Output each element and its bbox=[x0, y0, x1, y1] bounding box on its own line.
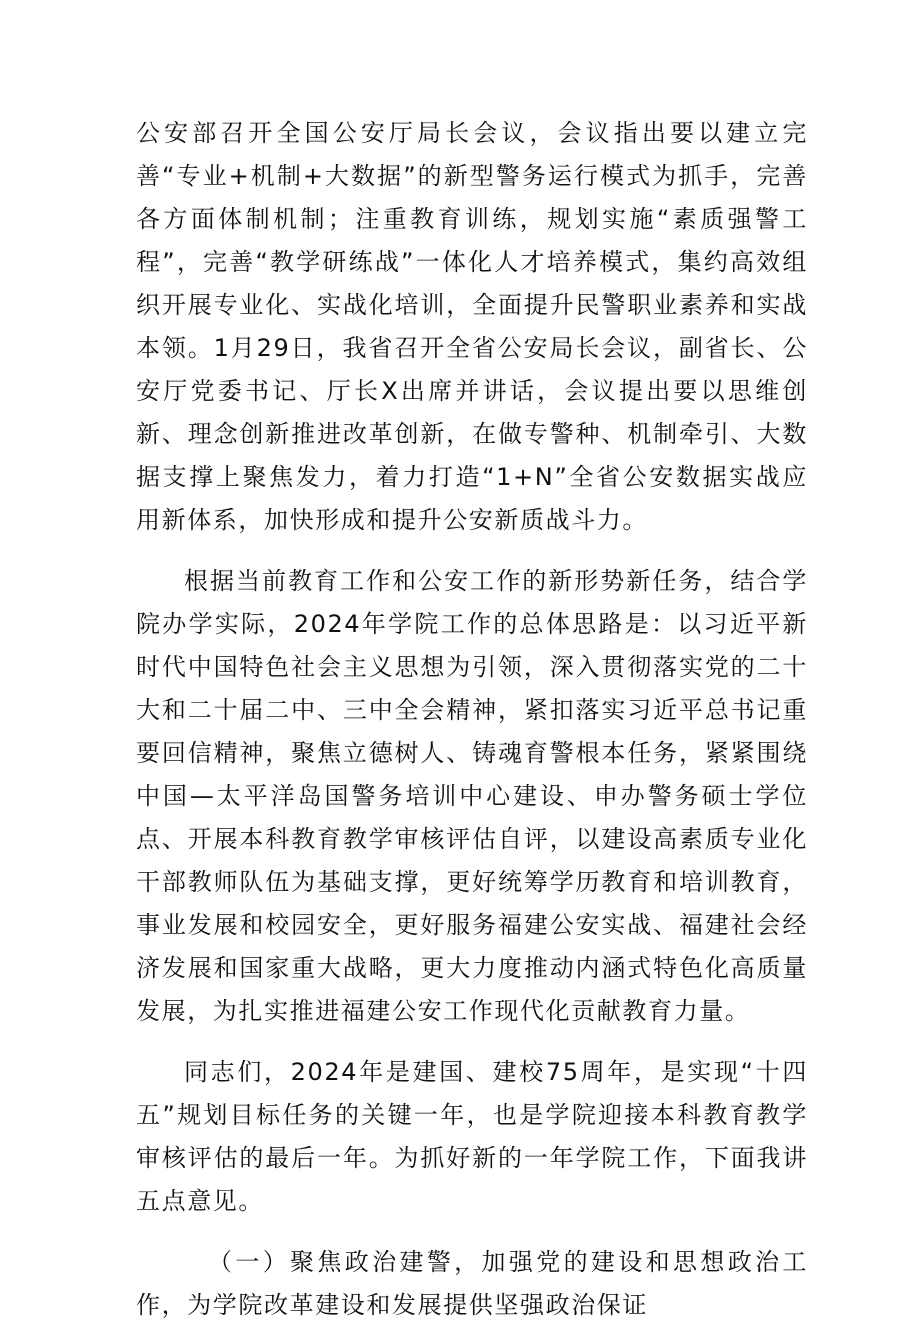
paragraph-ministry-meeting: 公安部召开全国公安厅局长会议，会议指出要以建立完善“专业+机制+大数据”的新型警务运行模式为抓手，完善各方面体制机制；注重教育训练，规划实施“素质强警工程”，完善“教学研练战”一体化人才培养模式，集约高效组织开展专业化、实战化培训，全面提升民警职业素养和实战本领。1月29日，我省召开全省公安局长会议，副省长、公安厅党委书记、厅长X出席并讲话，会议提出要以思维创新、理念创新推进改革创新，在做专警种、机制牵引、大数据支撑上聚焦发力，着力打造“1+N”全省公安数据实战应用新体系，加快形成和提升公安新质战斗力。 bbox=[136, 119, 808, 534]
document-page bbox=[136, 112, 808, 1327]
paragraph-comrades: 同志们，2024年是建国、建校75周年，是实现“十四五”规划目标任务的关键一年，也是学院迎接本科教育教学审核评估的最后一年。为抓好新的一年学院工作，下面我讲五点意见。 bbox=[136, 1058, 808, 1215]
section-heading-one: （一）聚焦政治建警，加强党的建设和思想政治工作，为学院改革建设和发展提供坚强政治保证 bbox=[136, 1248, 808, 1319]
paragraph-overall-thinking: 根据当前教育工作和公安工作的新形势新任务，结合学院办学实际，2024年学院工作的总体思路是：以习近平新时代中国特色社会主义思想为引领，深入贯彻落实党的二十大和二十届二中、三中全会精神，紧扣落实习近平总书记重要回信精神，聚焦立德树人、铸魂育警根本任务，紧紧围绕中国—太平洋岛国警务培训中心建设、申办警务硕士学位点、开展本科教育教学审核评估自评，以建设高素质专业化干部教师队伍为基础支撑，更好统筹学历教育和培训教育，事业发展和校园安全，更好服务福建公安实战、福建社会经济发展和国家重大战略，更大力度推动内涵式特色化高质量发展，为扎实推进福建公安工作现代化贡献教育力量。 bbox=[136, 567, 808, 1025]
